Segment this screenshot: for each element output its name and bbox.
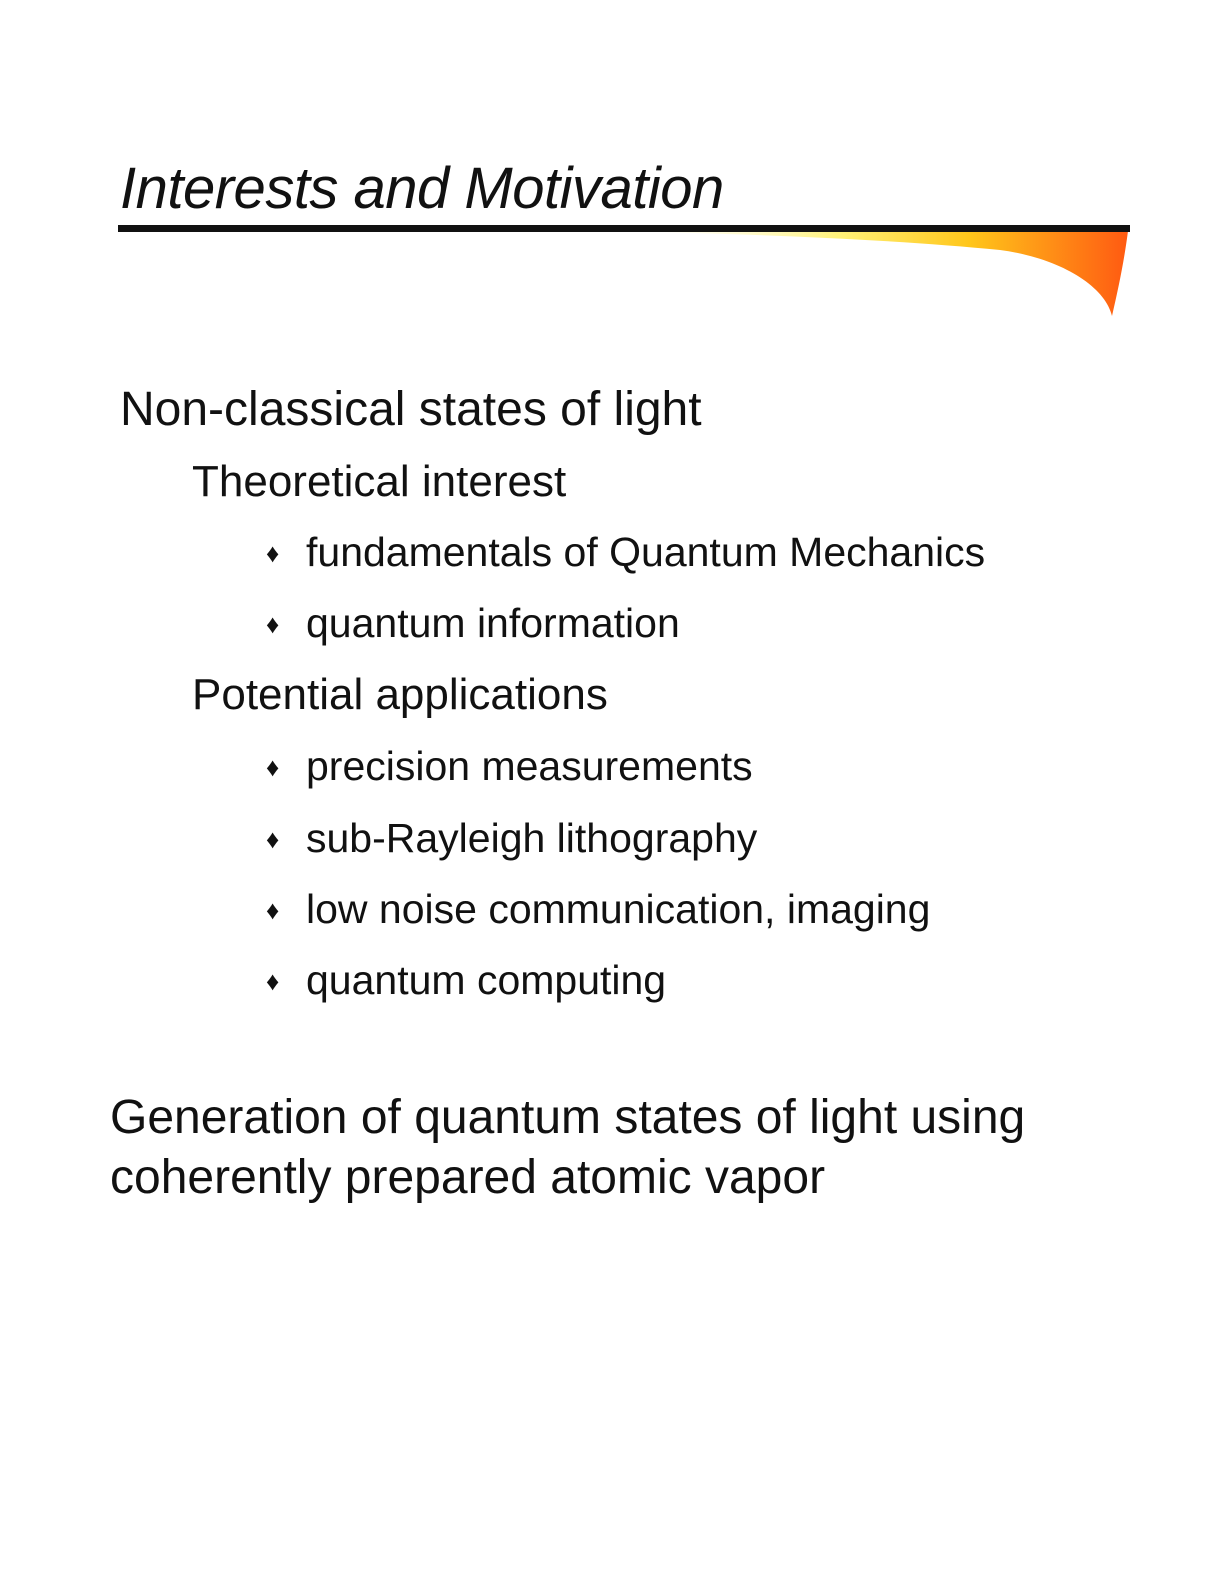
bullet-text: quantum computing	[306, 957, 667, 1003]
bullet-text: quantum information	[306, 600, 680, 646]
diamond-bullet-icon: ♦	[266, 751, 280, 782]
bullet-text: fundamentals of Quantum Mechanics	[306, 529, 986, 575]
bullet-item-precision-measurements	[266, 743, 753, 789]
bullet-item-quantum-computing	[266, 957, 667, 1003]
title-rule-line	[118, 225, 1130, 232]
bullet-item-fundamentals	[266, 529, 986, 575]
diamond-bullet-icon: ♦	[266, 894, 280, 925]
bullet-item-sub-rayleigh	[266, 815, 758, 861]
closing-line-2: coherently prepared atomic vapor	[110, 1151, 826, 1204]
closing-statement	[110, 1088, 1190, 1208]
section-heading-nonclassical: Non-classical states of light	[120, 383, 702, 436]
bullet-text: precision measurements	[306, 743, 753, 789]
diamond-bullet-icon: ♦	[266, 823, 280, 854]
diamond-bullet-icon: ♦	[266, 965, 280, 996]
bullet-text: low noise communication, imaging	[306, 886, 931, 932]
diamond-bullet-icon: ♦	[266, 537, 280, 568]
bullet-item-quantum-information	[266, 600, 680, 646]
subheading-potential-applications: Potential applications	[192, 670, 608, 719]
swoosh-shape	[600, 231, 1128, 316]
subheading-theoretical-interest: Theoretical interest	[192, 457, 567, 506]
bullet-item-low-noise	[266, 886, 931, 932]
closing-line-1: Generation of quantum states of light using	[110, 1091, 1026, 1144]
diamond-bullet-icon: ♦	[266, 608, 280, 639]
slide-title: Interests and Motivation	[120, 156, 724, 221]
bullet-text: sub-Rayleigh lithography	[306, 815, 758, 861]
